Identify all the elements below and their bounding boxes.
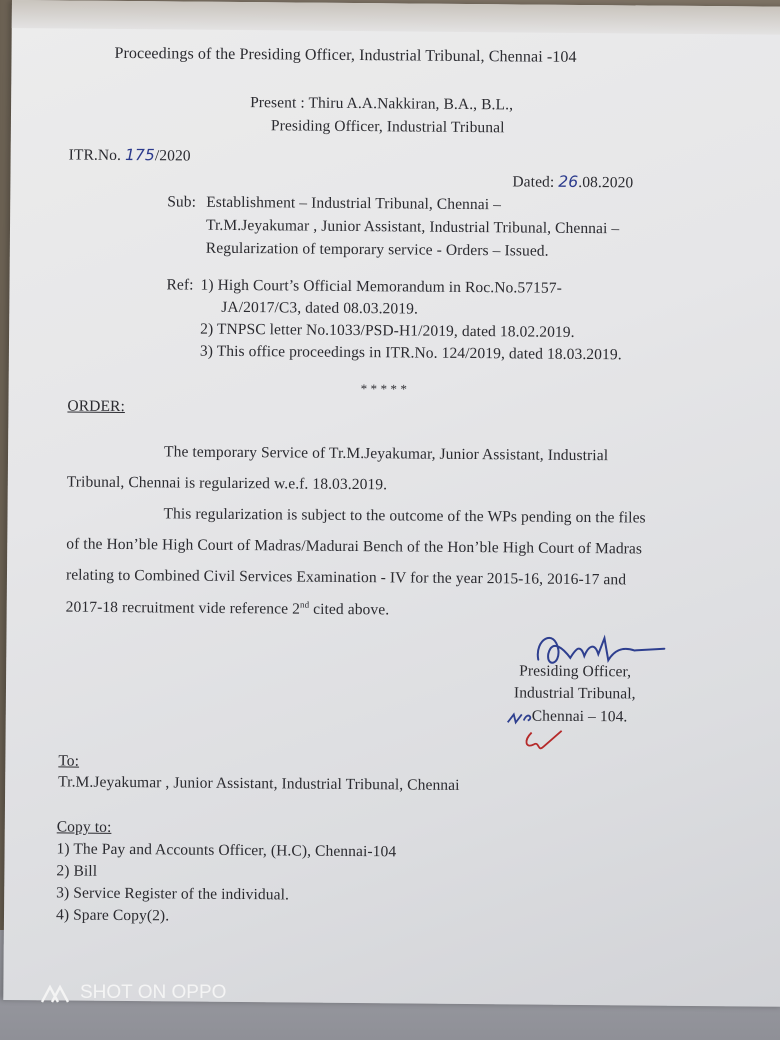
itr-handwritten-number: 175: [124, 145, 155, 165]
signature-office: Industrial Tribunal,: [513, 684, 636, 703]
to-heading: To:: [58, 752, 80, 770]
copy-to-item: 2) Bill: [56, 862, 98, 880]
to-recipient: Tr.M.Jeyakumar , Junior Assistant, Industrial Tribunal, Chennai: [58, 773, 460, 794]
subject-label: Sub:: [167, 193, 197, 211]
order-para-1-line-1: The temporary Service of Tr.M.Jeyakumar, Junior Assistant, Industrial: [163, 443, 609, 465]
ref-item-1-line-2: JA/2017/C3, dated 08.03.2019.: [221, 298, 419, 318]
dated-line: Dated: 26.08.2020: [512, 172, 634, 192]
subject-line-2: Tr.M.Jeyakumar , Junior Assistant, Industrial Tribunal, Chennai –: [205, 216, 620, 238]
order-heading: ORDER:: [67, 397, 125, 416]
present-line: Present : Thiru A.A.Nakkiran, B.A., B.L.,: [250, 94, 514, 114]
shot-on-watermark: SHOT ON OPPO: [80, 982, 227, 1003]
subject-line-1: Establishment – Industrial Tribunal, Chennai –: [206, 193, 502, 214]
initials-mark-icon: [503, 704, 573, 757]
order-para-2-line-4: 2017-18 recruitment vide reference 2nd cited above.: [65, 598, 390, 619]
copy-to-item: 3) Service Register of the individual.: [56, 884, 290, 904]
separator-asterisks: * * * * *: [360, 381, 408, 397]
order-para-2-line-1: This regularization is subject to the outcome of the WPs pending on the files: [163, 505, 646, 527]
ref-item-1-line-1: 1) High Court’s Official Memorandum in Roc.No.57157-: [200, 276, 562, 297]
document-page: [3, 0, 780, 1007]
signature-designation: Presiding Officer,: [519, 662, 632, 681]
ref-label: Ref:: [166, 276, 194, 294]
copy-to-item: 4) Spare Copy(2).: [55, 906, 170, 925]
itr-number: ITR.No. 175/2020: [68, 145, 191, 165]
copy-to-item: 1) The Pay and Accounts Officer, (H.C), Chennai-104: [56, 840, 397, 861]
dated-handwritten-day: 26: [558, 172, 579, 191]
subject-line-3: Regularization of temporary service - Orders – Issued.: [205, 239, 549, 260]
order-para-1-line-2: Tribunal, Chennai is regularized w.e.f. 18.03.2019.: [66, 473, 388, 494]
page-top-edge: [12, 0, 780, 35]
presiding-officer-line: Presiding Officer, Industrial Tribunal: [270, 117, 505, 137]
ref-item-3: 3) This office proceedings in ITR.No. 124/2019, dated 18.03.2019.: [199, 342, 622, 364]
copy-to-heading: Copy to:: [56, 818, 112, 836]
order-para-2-line-3: relating to Combined Civil Services Examination - IV for the year 2015-16, 2016-17 and: [65, 566, 627, 589]
oppo-logo-icon: [40, 984, 74, 1004]
order-para-2-line-2: of the Hon’ble High Court of Madras/Madurai Bench of the Hon’ble High Court of Madras: [66, 535, 643, 558]
ref-item-2: 2) TNPSC letter No.1033/PSD-H1/2019, dated 18.02.2019.: [200, 320, 575, 341]
proceedings-title: Proceedings of the Presiding Officer, Industrial Tribunal, Chennai -104: [114, 44, 577, 66]
signature-location: Chennai – 104.: [531, 707, 628, 726]
